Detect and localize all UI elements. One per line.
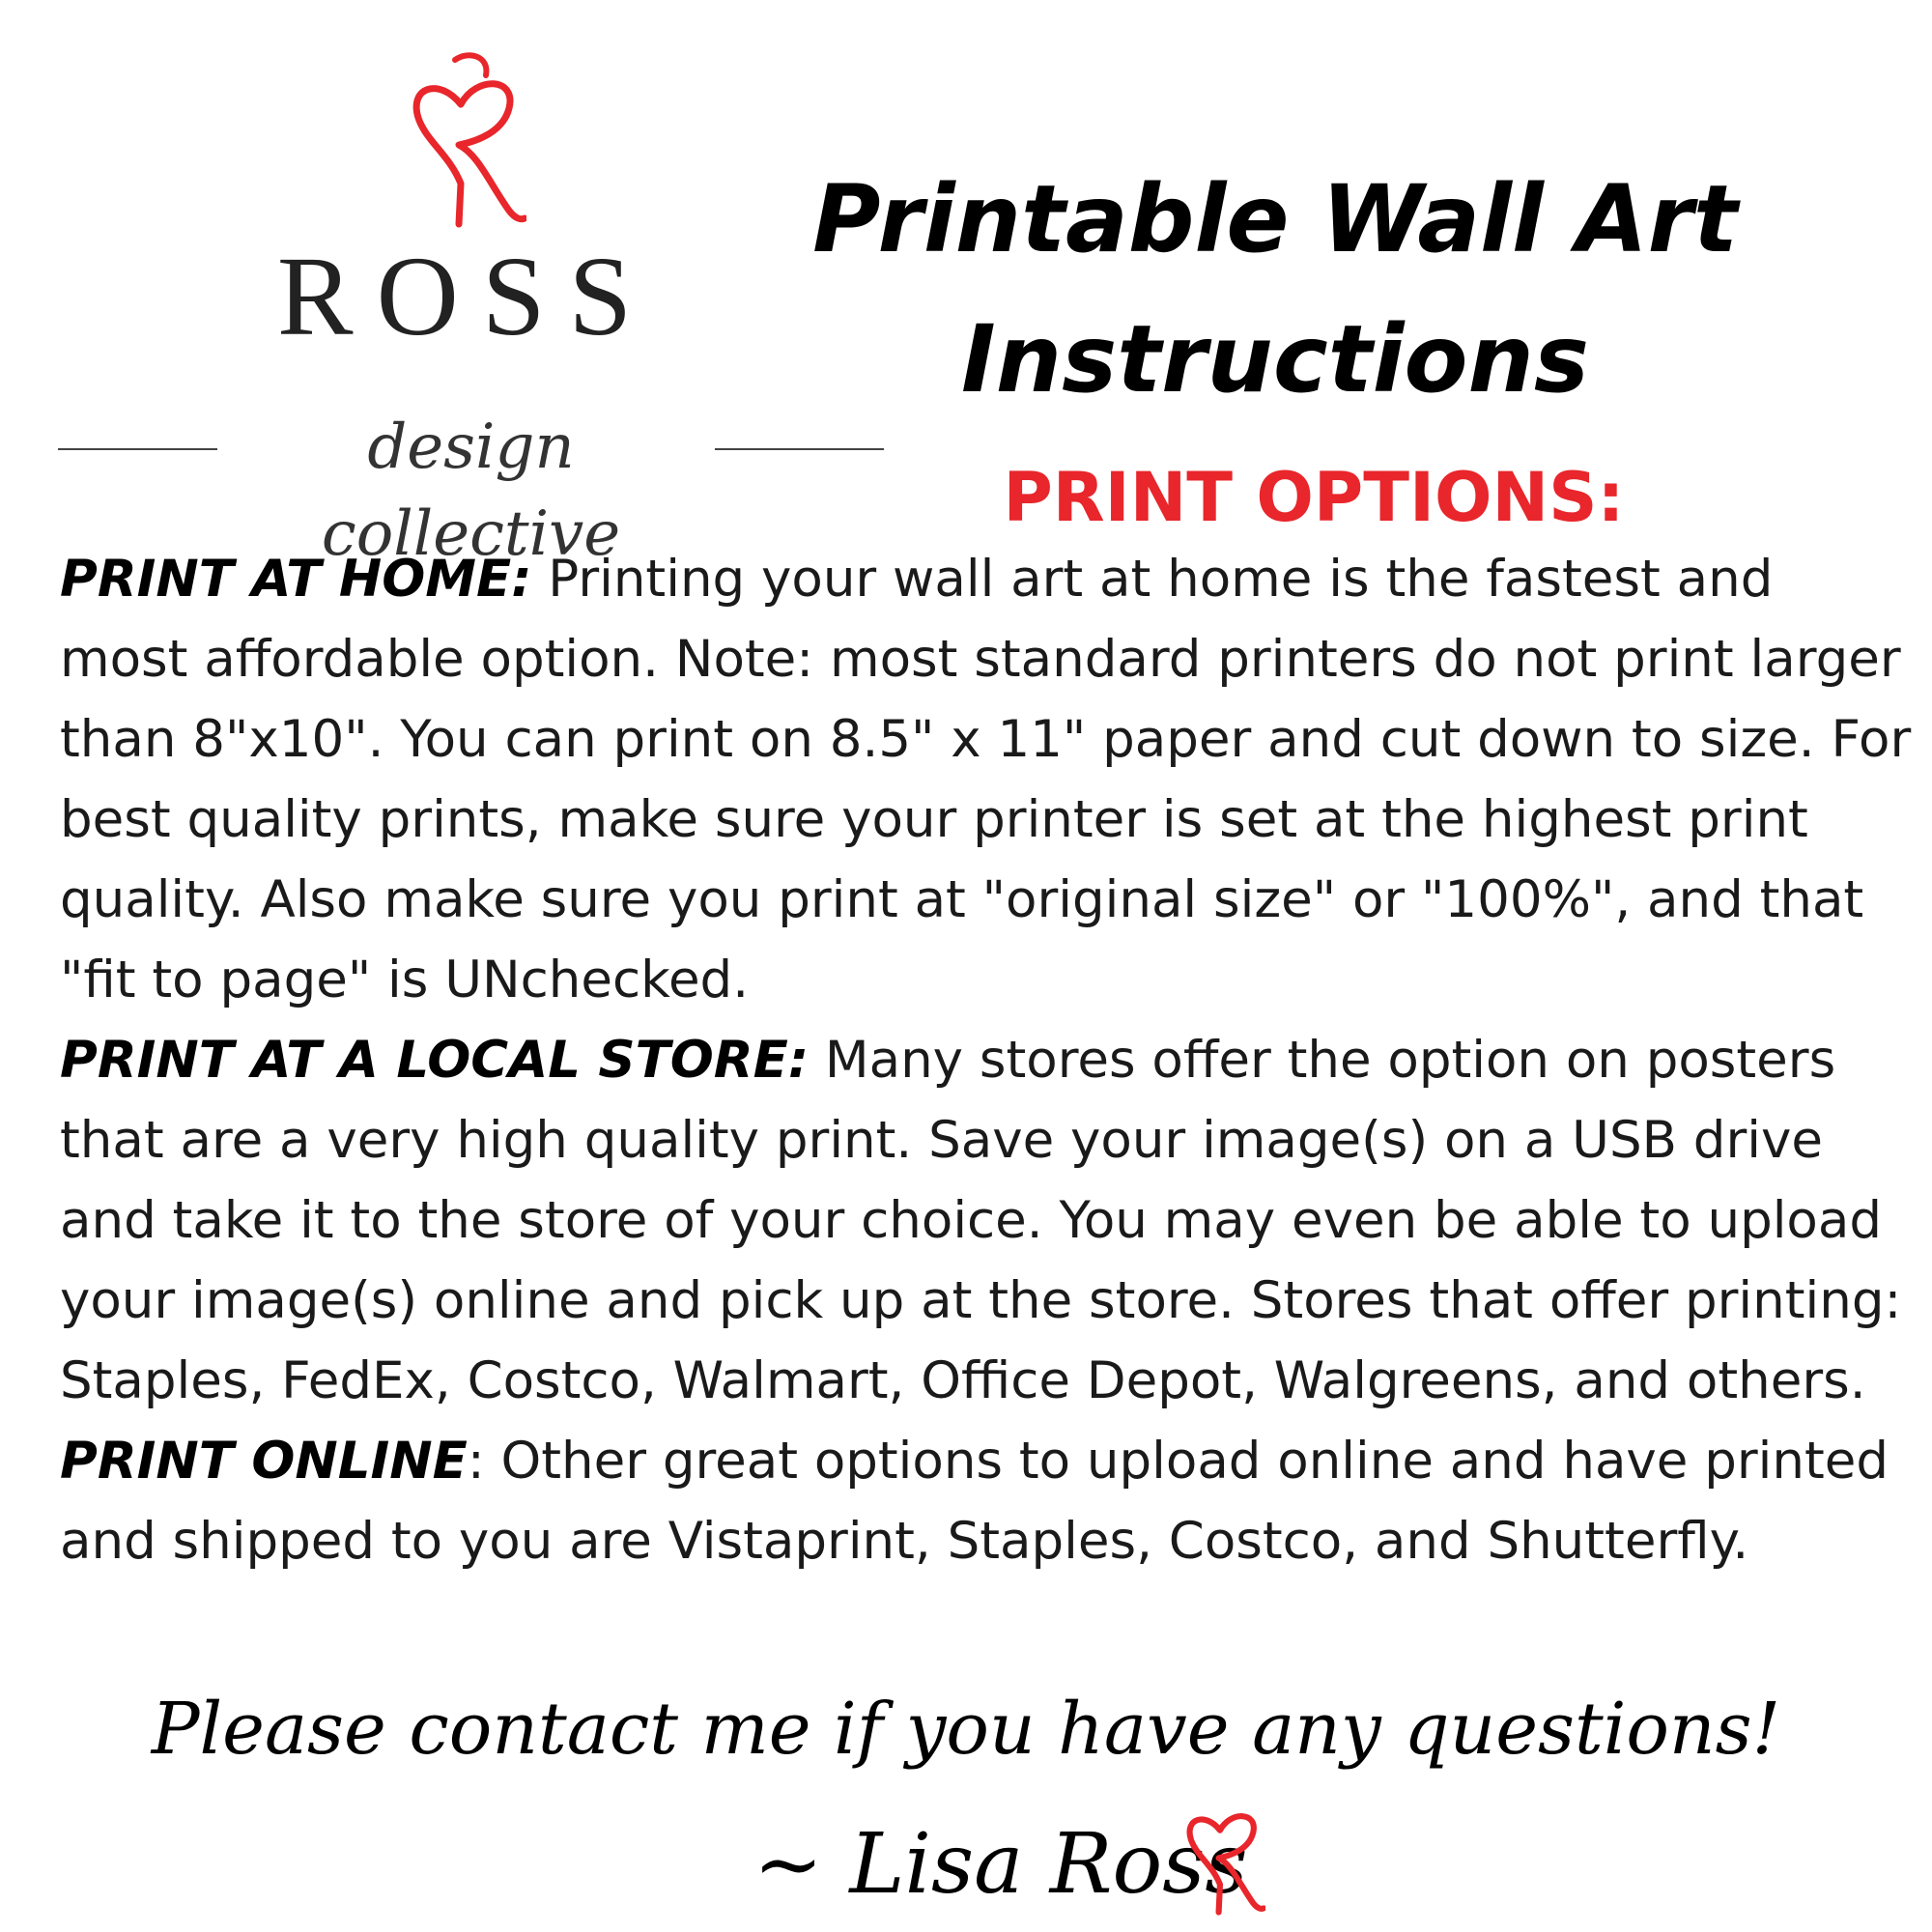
heart-r-signature-icon: [1179, 1792, 1265, 1918]
tagline-divider-left: [58, 448, 217, 450]
section-lead: PRINT AT A LOCAL STORE:: [60, 1031, 810, 1090]
section-text: Printing your wall art at home is the fastest and most affordable option. Note: most standard printers do not print larger than 8"x10". You can print on 8.5" x 11" paper and cut down to size. For best quality prints, make sure your printer is set at the highest print quality. Also make sure you print at "original size" or "100%", and that "fit to page" is UNchecked.: [60, 550, 1912, 1009]
page-title: [773, 150, 1777, 430]
tagline-divider-right: [715, 448, 884, 450]
section-lead: PRINT AT HOME:: [60, 550, 532, 609]
closing-message: Please contact me if you have any questions!: [151, 1688, 1781, 1771]
section-print-at-local-store: [60, 1020, 1915, 1421]
title-line-2: Instructions: [961, 305, 1589, 413]
section-text: Many stores offer the option on posters that are a very high quality print. Save your image(s) on a USB drive and take it to the store of your choice. You may even be able to upload your image(s) online and pick up at the store. Stores that offer printing: Staples, FedEx, Costco, Walmart, Office Depot, Walgreens, and others.: [60, 1031, 1902, 1410]
brand-name: ROSS: [276, 233, 656, 359]
signature-row: [753, 1792, 1294, 1927]
instructions-body: [60, 539, 1915, 1581]
section-print-at-home: [60, 539, 1915, 1020]
section-text: : Other great options to upload online and have printed and shipped to you are Vistaprint, Staples, Costco, and Shutterfly.: [60, 1432, 1889, 1571]
section-lead: PRINT ONLINE: [60, 1432, 468, 1491]
brand-tagline: design collective: [321, 412, 621, 570]
print-options-heading: PRINT OPTIONS:: [1003, 458, 1625, 537]
section-print-online: [60, 1421, 1915, 1581]
signature: ~ Lisa Ross: [753, 1816, 1248, 1913]
heart-r-logo-icon: [401, 48, 526, 232]
brand-tagline-row: [58, 404, 889, 570]
title-line-1: Printable Wall Art: [812, 165, 1738, 273]
